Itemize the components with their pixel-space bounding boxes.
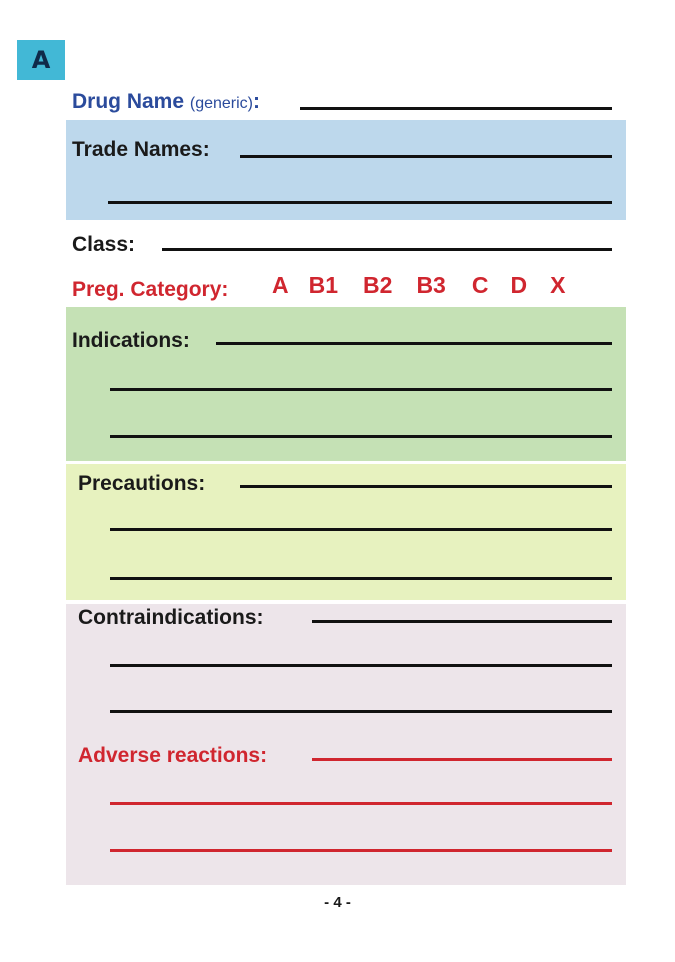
indications-label: Indications: bbox=[72, 329, 190, 352]
contraindications-label: Contraindications: bbox=[78, 606, 264, 629]
section-letter-tab: A bbox=[17, 40, 65, 80]
trade-names-band bbox=[66, 120, 626, 220]
drug-name-label bbox=[72, 91, 260, 112]
class-input-line[interactable] bbox=[162, 248, 612, 251]
precautions-input-line-2[interactable] bbox=[110, 528, 612, 531]
drug-name-input-line[interactable] bbox=[300, 107, 612, 110]
adverse-reactions-label: Adverse reactions: bbox=[78, 744, 268, 767]
adverse-reactions-input-line-2[interactable] bbox=[110, 802, 612, 805]
class-label: Class: bbox=[72, 233, 136, 256]
contraindications-input-line[interactable] bbox=[312, 620, 612, 623]
adverse-reactions-input-line[interactable] bbox=[312, 758, 612, 761]
preg-category-b3[interactable]: B3 bbox=[416, 272, 446, 298]
precautions-input-line[interactable] bbox=[240, 485, 612, 488]
indications-input-line-2[interactable] bbox=[110, 388, 612, 391]
contraindications-input-line-2[interactable] bbox=[110, 664, 612, 667]
preg-category-x[interactable]: X bbox=[550, 272, 566, 298]
trade-names-label: Trade Names: bbox=[72, 138, 210, 161]
precautions-input-line-3[interactable] bbox=[110, 577, 612, 580]
preg-category-a[interactable]: A bbox=[272, 272, 289, 298]
drug-name-text: Drug Name bbox=[72, 90, 185, 113]
preg-category-b1[interactable]: B1 bbox=[308, 272, 339, 298]
trade-names-input-line[interactable] bbox=[240, 155, 612, 158]
preg-category-b2[interactable]: B2 bbox=[363, 272, 393, 298]
precautions-label: Precautions: bbox=[78, 472, 206, 495]
adverse-reactions-input-line-3[interactable] bbox=[110, 849, 612, 852]
contraindications-input-line-3[interactable] bbox=[110, 710, 612, 713]
drug-name-qualifier: (generic) bbox=[189, 95, 254, 112]
preg-category-d[interactable]: D bbox=[510, 272, 528, 298]
drug-name-colon: : bbox=[253, 90, 261, 113]
preg-category-options bbox=[272, 274, 565, 297]
indications-input-line[interactable] bbox=[216, 342, 612, 345]
preg-category-c[interactable]: C bbox=[471, 272, 489, 298]
indications-input-line-3[interactable] bbox=[110, 435, 612, 438]
trade-names-input-line-2[interactable] bbox=[108, 201, 612, 204]
page-number: - 4 - bbox=[324, 894, 351, 911]
preg-category-label: Preg. Category: bbox=[72, 278, 229, 301]
